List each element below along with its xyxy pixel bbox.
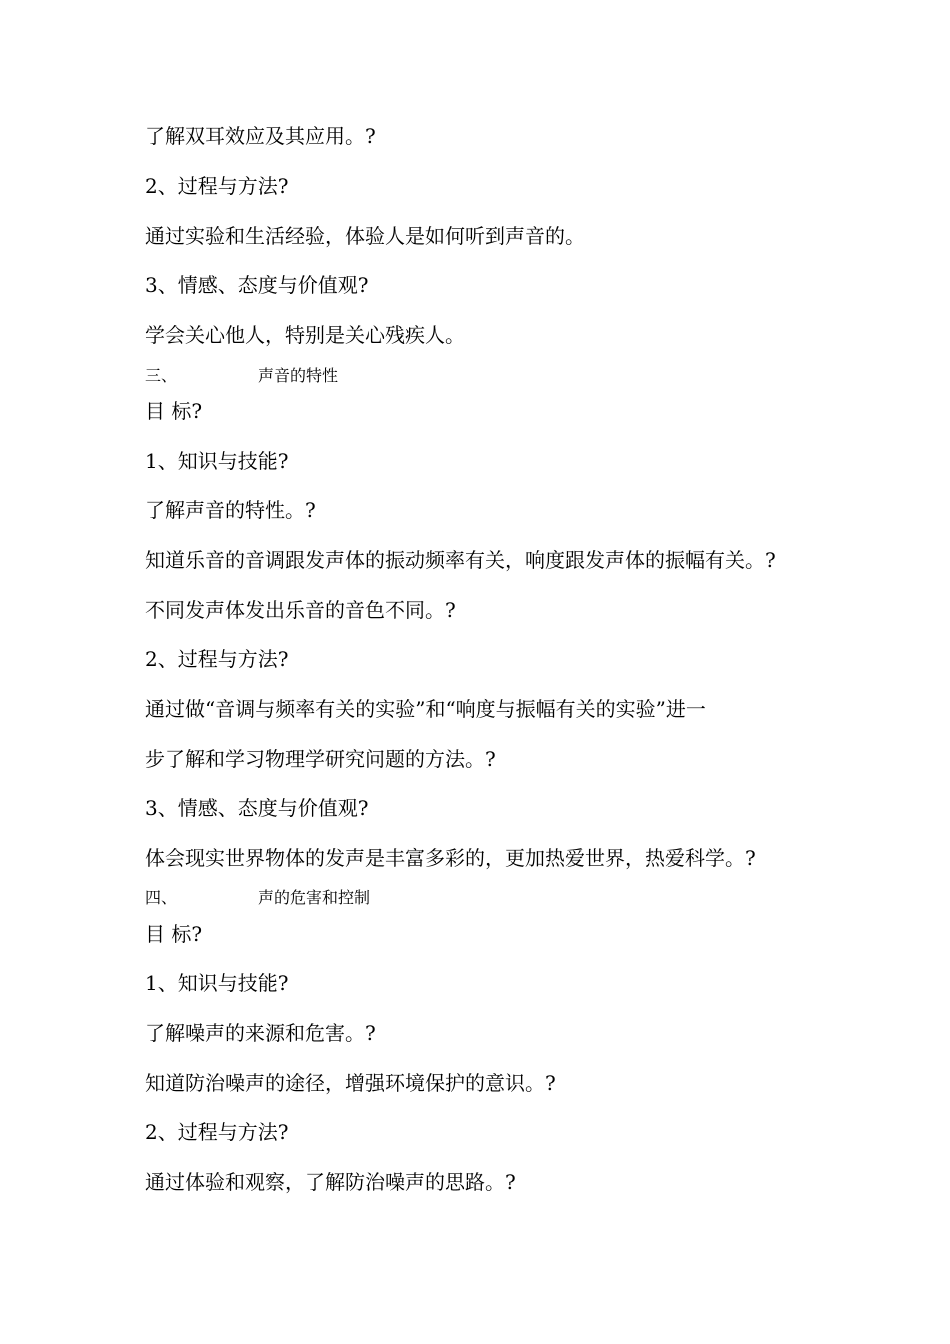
section-number: 四、 bbox=[145, 888, 178, 907]
text-line: 1、知识与技能? bbox=[145, 971, 289, 995]
text-line: 学会关心他人，特别是关心残疾人。 bbox=[145, 323, 465, 347]
text-line: 2、过程与方法? bbox=[145, 1120, 289, 1144]
text-line: 步了解和学习物理学研究问题的方法。? bbox=[145, 747, 496, 771]
section-title: 声的危害和控制 bbox=[258, 888, 371, 907]
text-line: 了解声音的特性。? bbox=[145, 498, 316, 522]
text-line: 3、情感、态度与价值观? bbox=[145, 796, 369, 820]
text-line: 知道乐音的音调跟发声体的振动频率有关，响度跟发声体的振幅有关。? bbox=[145, 548, 776, 572]
section-title: 声音的特性 bbox=[258, 366, 339, 385]
section-heading bbox=[0, 366, 950, 386]
section-heading bbox=[0, 888, 950, 908]
text-line: 目 标? bbox=[145, 922, 203, 946]
text-line: 2、过程与方法? bbox=[145, 647, 289, 671]
text-line: 通过实验和生活经验，体验人是如何听到声音的。 bbox=[145, 224, 585, 248]
text-line: 目 标? bbox=[145, 399, 203, 423]
text-line: 通过体验和观察，了解防治噪声的思路。? bbox=[145, 1170, 516, 1194]
text-line: 1、知识与技能? bbox=[145, 449, 289, 473]
text-line: 体会现实世界物体的发声是丰富多彩的，更加热爱世界，热爱科学。? bbox=[145, 846, 756, 870]
text-line: 知道防治噪声的途径，增强环境保护的意识。? bbox=[145, 1071, 556, 1095]
text-line: 了解双耳效应及其应用。? bbox=[145, 124, 376, 148]
text-line: 2、过程与方法? bbox=[145, 174, 289, 198]
text-line: 3、情感、态度与价值观? bbox=[145, 273, 369, 297]
text-line: 了解噪声的来源和危害。? bbox=[145, 1021, 376, 1045]
text-line: 不同发声体发出乐音的音色不同。? bbox=[145, 598, 456, 622]
text-line: 通过做“音调与频率有关的实验”和“响度与振幅有关的实验”进一 bbox=[145, 697, 706, 721]
section-number: 三、 bbox=[145, 366, 178, 385]
